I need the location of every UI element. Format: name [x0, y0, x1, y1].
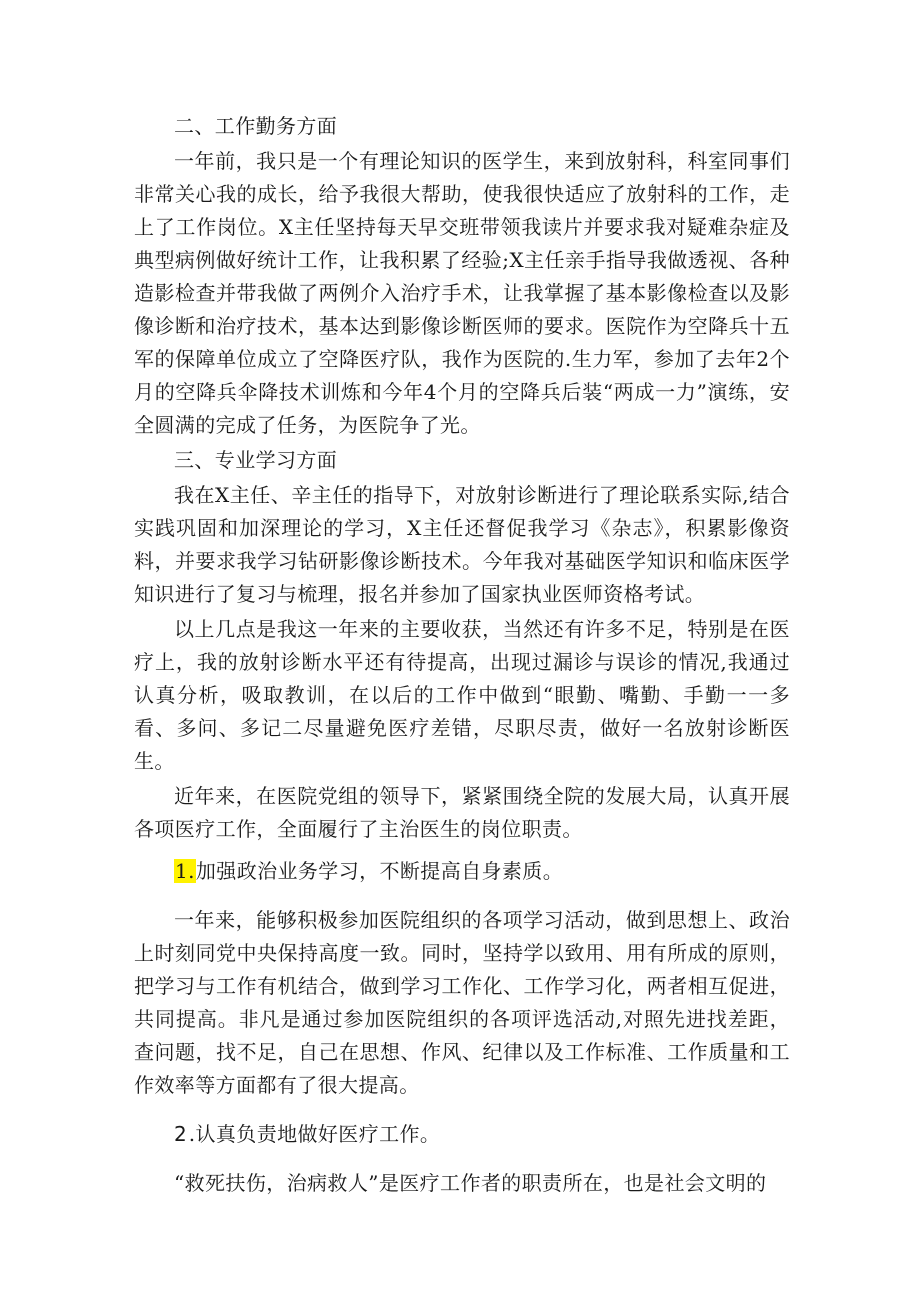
item-number: 2 — [174, 1122, 189, 1146]
list-item-1-heading — [134, 855, 790, 888]
section-heading-work-duty: 二、工作勤务方面 — [174, 114, 338, 138]
paragraph-work-duty: 一年前，我只是一个有理论知识的医学生，来到放射科，科室同事们非常关心我的成长，给予我很大帮助，使我很快适应了放射科的工作，走上了工作岗位。X主任坚持每天早交班带领我读片并要求我对疑难杂症及典型病例做好统计工作，让我积累了经验;X主任亲手指导我做透视、各种造影检查并带我做了两例介入治疗手术，让我掌握了基本影像检查以及影像诊断和治疗技术，基本达到影像诊断医师的要求。医院作为空降兵十五军的保障单位成立了空降医疗队，我作为医院的.生力军，参加了去年2个月的空降兵伞降技术训炼和今年4个月的空降兵后装“两成一力”演练，安全圆满的完成了任务，为医院争了光。 — [134, 149, 790, 437]
paragraph-summary: 以上几点是我这一年来的主要收获，当然还有许多不足，特别是在医疗上，我的放射诊断水平还有待提高，出现过漏诊与误诊的情况,我通过认真分析，吸取教训，在以后的工作中做到“眼勤、嘴勤、手勤一一多看、多问、多记二尽量避免医疗差错，尽职尽责，做好一名放射诊断医生。 — [134, 617, 790, 773]
paragraph-intro: 近年来，在医院党组的领导下，紧紧围绕全院的发展大局，认真开展各项医疗工作，全面履行了主治医生的岗位职责。 — [134, 784, 790, 841]
item-title: 加强政治业务学习，不断提高自身素质。 — [195, 859, 564, 883]
item-title: .认真负责地做好医疗工作。 — [188, 1122, 441, 1146]
paragraph-item-1: 一年来，能够积极参加医院组织的各项学习活动，做到思想上、政治上时刻同党中央保持高度一致。同时，坚持学以致用、用有所成的原则，把学习与工作有机结合，做到学习工作化、工作学习化，两者相互促进，共同提高。非凡是通过参加医院组织的各项评选活动,对照先进找差距，查问题，找不足，自己在思想、作风、纪律以及工作标准、工作质量和工作效率等方面都有了很大提高。 — [134, 908, 790, 1097]
document-body — [134, 110, 790, 1200]
list-item-2-heading — [134, 1118, 790, 1151]
section-heading-professional-study: 三、专业学习方面 — [174, 448, 338, 472]
item-number-highlight: 1. — [175, 859, 195, 883]
paragraph-item-2: “救死扶伤，治病救人”是医疗工作者的职责所在，也是社会文明的 — [174, 1171, 767, 1195]
paragraph-professional-study: 我在X主任、辛主任的指导下，对放射诊断进行了理论联系实际,结合实践巩固和加深理论的学习，X主任还督促我学习《杂志》，积累影像资料，并要求我学习钻研影像诊断技术。今年我对基础医学知识和临床医学知识进行了复习与梳理，报名并参加了国家执业医师资格考试。 — [134, 483, 790, 606]
